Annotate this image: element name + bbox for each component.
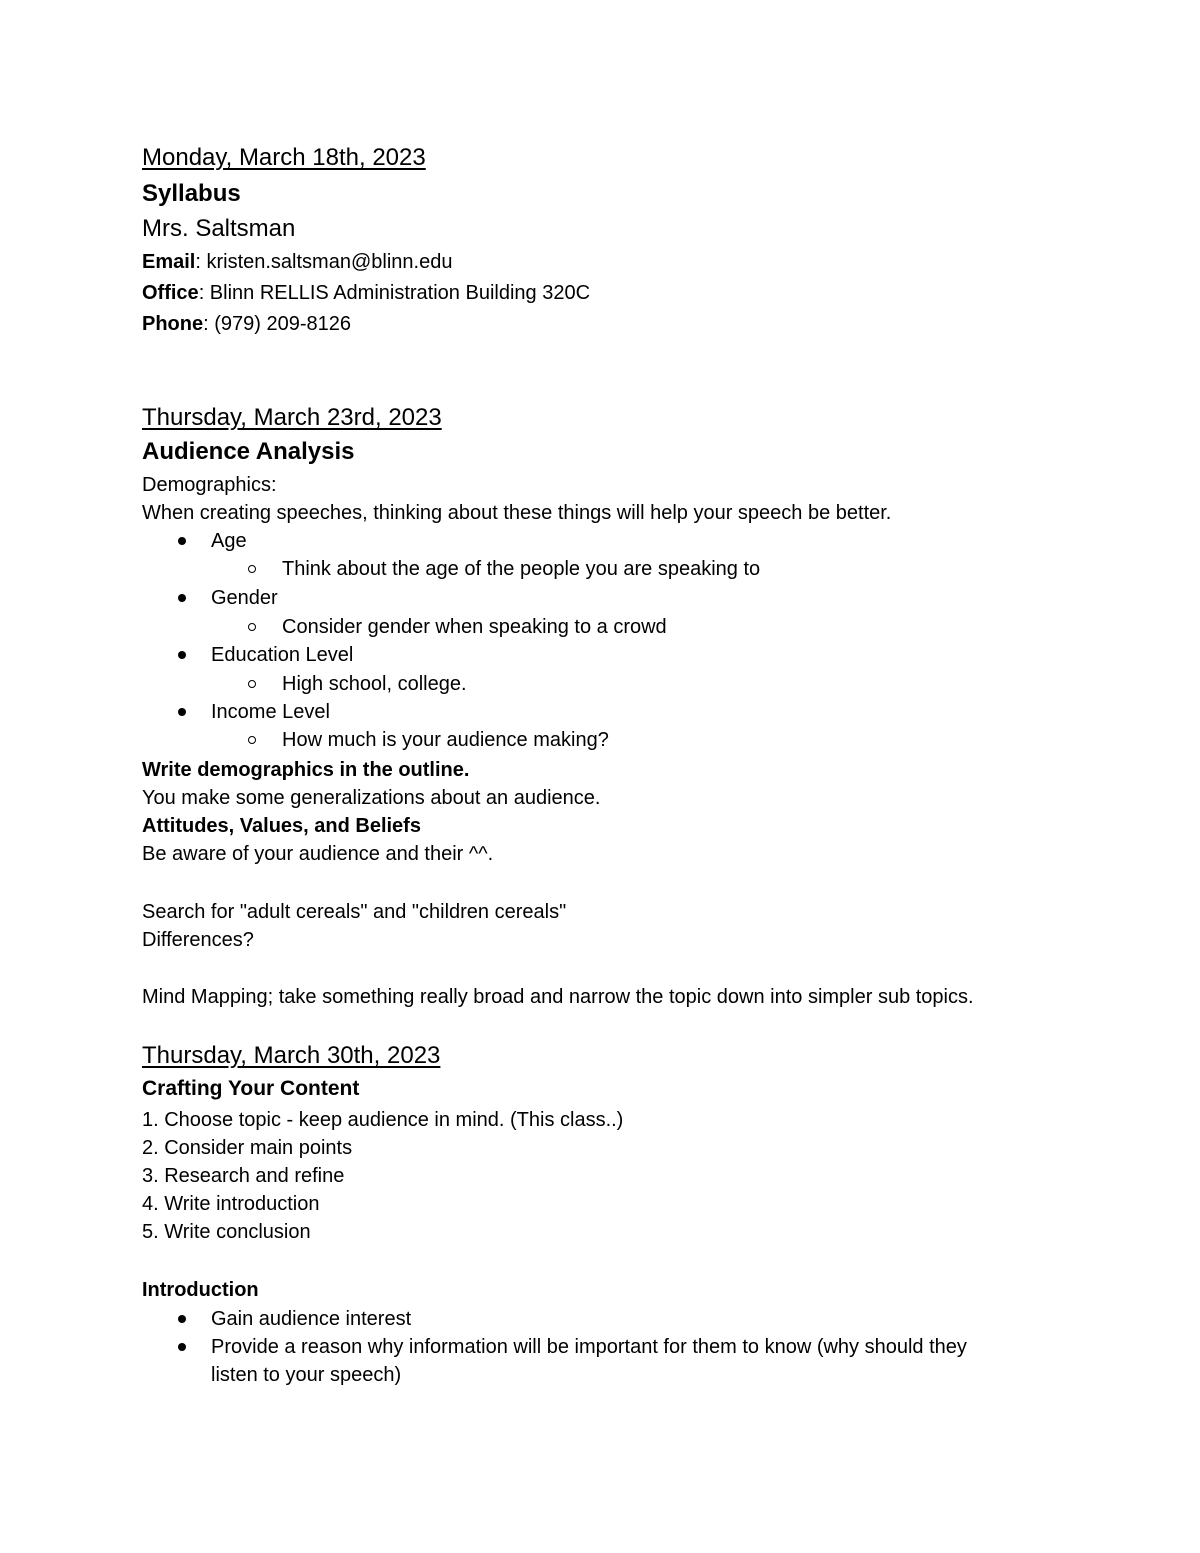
search-text: Search for "adult cereals" and "children cereals" (142, 901, 567, 923)
generalizations-text: You make some generalizations about an audience. (142, 787, 601, 809)
demographic-sub-bullet: High school, college. (282, 673, 467, 695)
awareness-text: Be aware of your audience and their ^^. (142, 843, 494, 865)
demographic-bullet: Education Level (211, 644, 354, 666)
sub-bullet-ring-icon (248, 680, 256, 688)
sub-bullet-ring-icon (248, 565, 256, 573)
bullet-dot-icon (178, 1343, 186, 1351)
email-line (142, 252, 452, 272)
section1-title: Syllabus (142, 180, 241, 207)
demographics-intro: When creating speeches, thinking about these things will help your speech be better. (142, 502, 892, 524)
bullet-dot-icon (178, 708, 186, 716)
demographics-label: Demographics: (142, 474, 277, 496)
demographic-sub-bullet: How much is your audience making? (282, 729, 609, 751)
bullet-dot-icon (178, 537, 186, 545)
section2-title: Audience Analysis (142, 438, 355, 465)
section2-date: Thursday, March 23rd, 2023 (142, 404, 442, 431)
demographic-bullet: Gender (211, 587, 278, 609)
office-value: : Blinn RELLIS Administration Building 320C (198, 282, 591, 304)
email-value: : kristen.saltsman@blinn.edu (195, 251, 453, 273)
step-item: 3. Research and refine (142, 1165, 345, 1187)
phone-line (142, 314, 351, 334)
bullet-dot-icon (178, 594, 186, 602)
introduction-bullet: Provide a reason why information will be important for them to know (why should they (211, 1336, 967, 1358)
attitudes-heading: Attitudes, Values, and Beliefs (142, 815, 421, 837)
phone-label: Phone (142, 313, 204, 335)
step-item: 2. Consider main points (142, 1137, 353, 1159)
section1-date: Monday, March 18th, 2023 (142, 144, 426, 171)
differences-text: Differences? (142, 929, 254, 951)
sub-bullet-ring-icon (248, 736, 256, 744)
demographic-bullet: Income Level (211, 701, 330, 723)
email-label: Email (142, 251, 196, 273)
step-item: 4. Write introduction (142, 1193, 320, 1215)
mind-mapping-text: Mind Mapping; take something really broad and narrow the topic down into simpler sub topics. (142, 986, 974, 1008)
demographic-bullet: Age (211, 530, 247, 552)
step-item: 5. Write conclusion (142, 1221, 311, 1243)
introduction-bullet-continuation: listen to your speech) (211, 1364, 402, 1386)
introduction-heading: Introduction (142, 1279, 259, 1301)
section3-date: Thursday, March 30th, 2023 (142, 1042, 441, 1069)
phone-value: : (979) 209-8126 (203, 313, 352, 335)
bullet-dot-icon (178, 1315, 186, 1323)
demographic-sub-bullet: Consider gender when speaking to a crowd (282, 616, 667, 638)
introduction-bullet: Gain audience interest (211, 1308, 412, 1330)
teacher-name: Mrs. Saltsman (142, 215, 296, 242)
section3-title: Crafting Your Content (142, 1077, 360, 1100)
office-line (142, 283, 590, 303)
write-demographics-note: Write demographics in the outline. (142, 759, 470, 781)
office-label: Office (142, 282, 199, 304)
step-item: 1. Choose topic - keep audience in mind. (This class..) (142, 1109, 624, 1131)
sub-bullet-ring-icon (248, 623, 256, 631)
bullet-dot-icon (178, 651, 186, 659)
demographic-sub-bullet: Think about the age of the people you are speaking to (282, 558, 761, 580)
